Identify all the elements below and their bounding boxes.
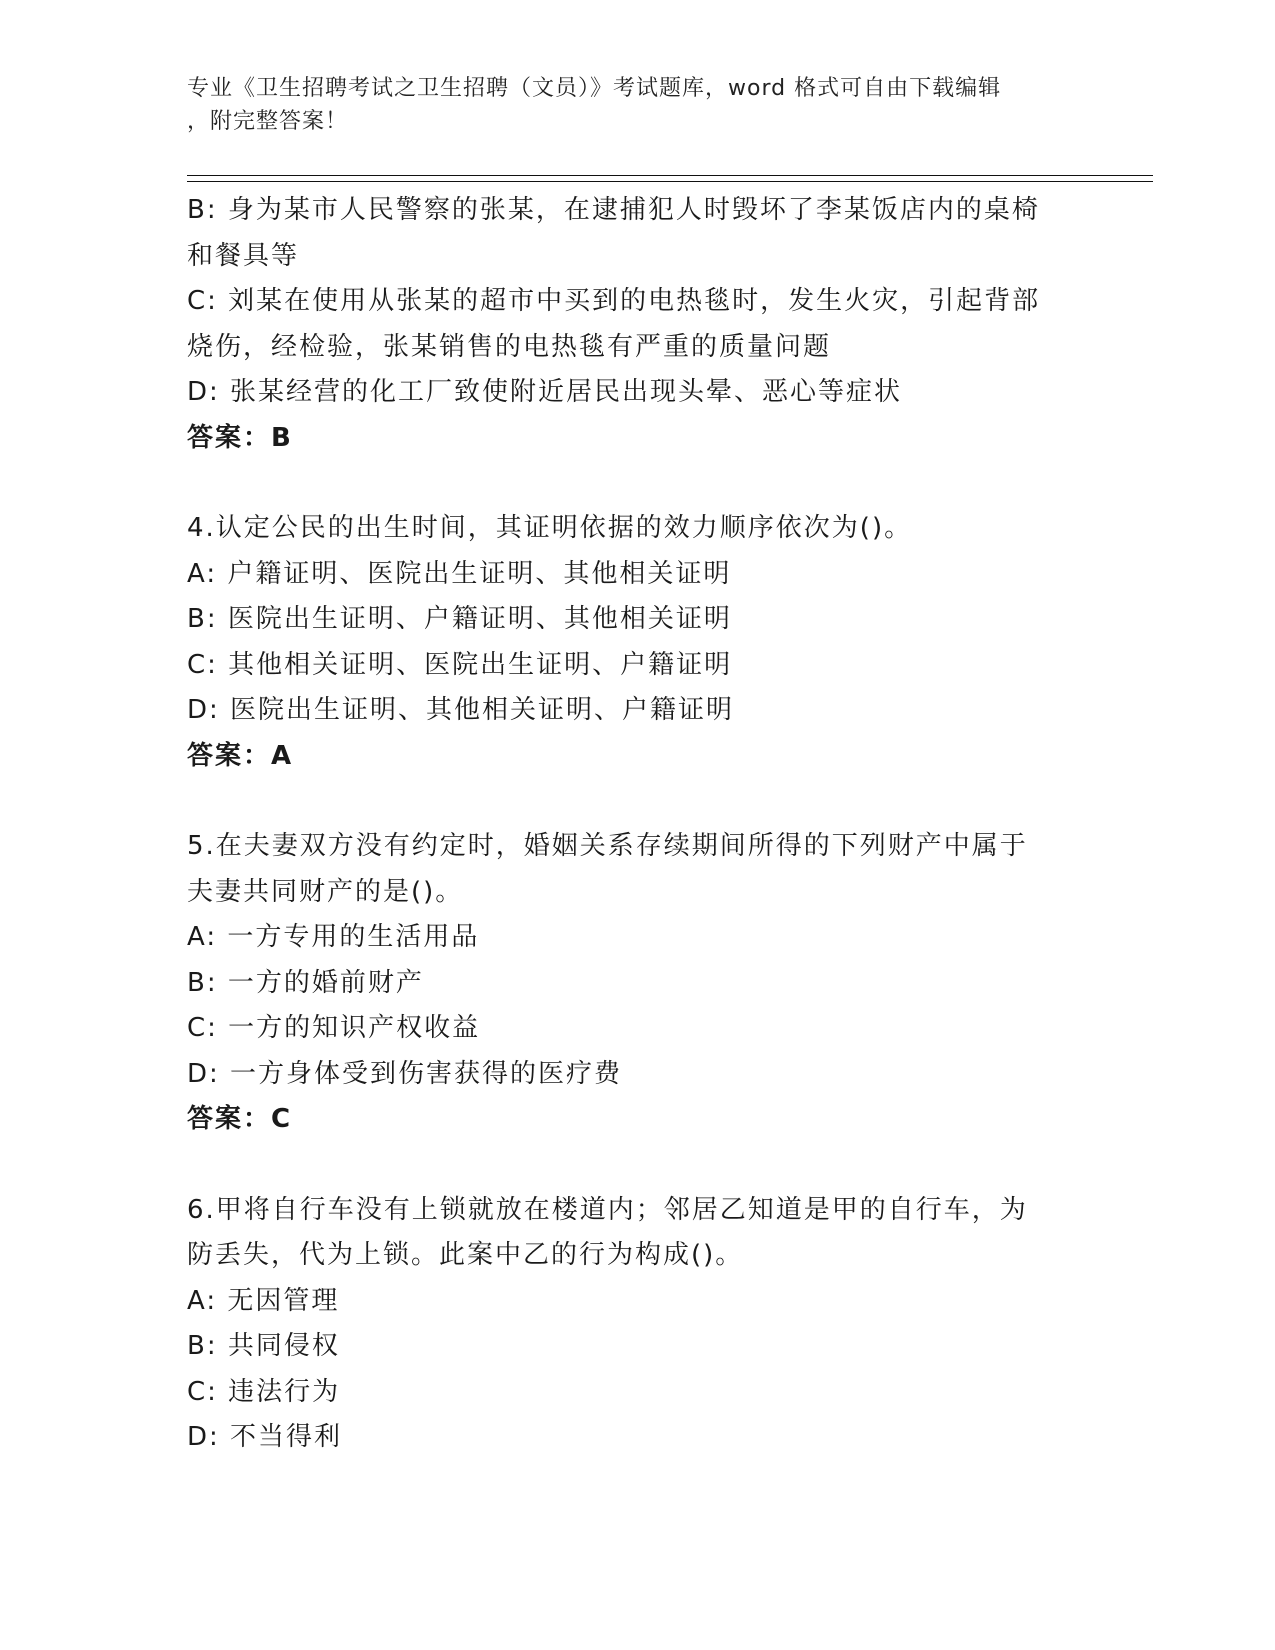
- answer-label: 答案：A: [187, 740, 294, 771]
- option-c-continued: 烧伤，经检验，张某销售的电热毯有严重的质量问题: [187, 331, 832, 362]
- option-b: B: 一方的婚前财产: [187, 967, 424, 998]
- option-b-continued: 和餐具等: [187, 240, 300, 271]
- header-line-1: 专业《卫生招聘考试之卫生招聘（文员）》考试题库，word 格式可自由下载编辑: [187, 76, 1002, 101]
- option-d: D: 张某经营的化工厂致使附近居民出现头晕、恶心等症状: [187, 377, 903, 407]
- option-a: A: 一方专用的生活用品: [187, 922, 480, 952]
- spacer: [187, 779, 1087, 824]
- option-c: C: 刘某在使用从张某的超市中买到的电热毯时，发生火灾，引起背部: [187, 286, 1041, 316]
- option-c: C: 违法行为: [187, 1376, 341, 1407]
- option-a: A: 户籍证明、医院出生证明、其他相关证明: [187, 558, 732, 589]
- option-d: D: 不当得利: [187, 1422, 343, 1452]
- question-block: [187, 824, 1087, 1143]
- question-stem: 6.甲将自行车没有上锁就放在楼道内；邻居乙知道是甲的自行车，为: [187, 1194, 1028, 1225]
- option-d: D: 一方身体受到伤害获得的医疗费: [187, 1058, 623, 1089]
- option-c: C: 一方的知识产权收益: [187, 1013, 481, 1043]
- header-rule-top: [187, 175, 1153, 176]
- header-rule-bottom: [187, 181, 1153, 182]
- answer-label: 答案：C: [187, 1104, 293, 1134]
- header-line-2: ，附完整答案！: [187, 109, 349, 134]
- option-d: D: 医院出生证明、其他相关证明、户籍证明: [187, 695, 735, 725]
- document-body: [187, 188, 1087, 1461]
- answer-label: 答案：B: [187, 422, 293, 453]
- question-block: [187, 1188, 1087, 1461]
- option-a: A: 无因管理: [187, 1285, 340, 1316]
- option-c: C: 其他相关证明、医院出生证明、户籍证明: [187, 649, 733, 680]
- question-stem-continued: 夫妻共同财产的是()。: [187, 876, 464, 907]
- option-b: B: 医院出生证明、户籍证明、其他相关证明: [187, 604, 732, 634]
- question-stem-continued: 防丢失，代为上锁。此案中乙的行为构成()。: [187, 1240, 744, 1270]
- question-stem: 4.认定公民的出生时间，其证明依据的效力顺序依次为()。: [187, 513, 913, 543]
- spacer: [187, 1143, 1087, 1188]
- option-b: B: 共同侵权: [187, 1331, 340, 1361]
- document-header: [187, 72, 1087, 138]
- question-stem: 5.在夫妻双方没有约定时，婚姻关系存续期间所得的下列财产中属于: [187, 831, 1028, 861]
- option-b: B: 身为某市人民警察的张某，在逮捕犯人时毁坏了李某饭店内的桌椅: [187, 195, 1040, 225]
- question-block: [187, 506, 1087, 779]
- spacer: [187, 461, 1087, 506]
- question-block: [187, 188, 1087, 461]
